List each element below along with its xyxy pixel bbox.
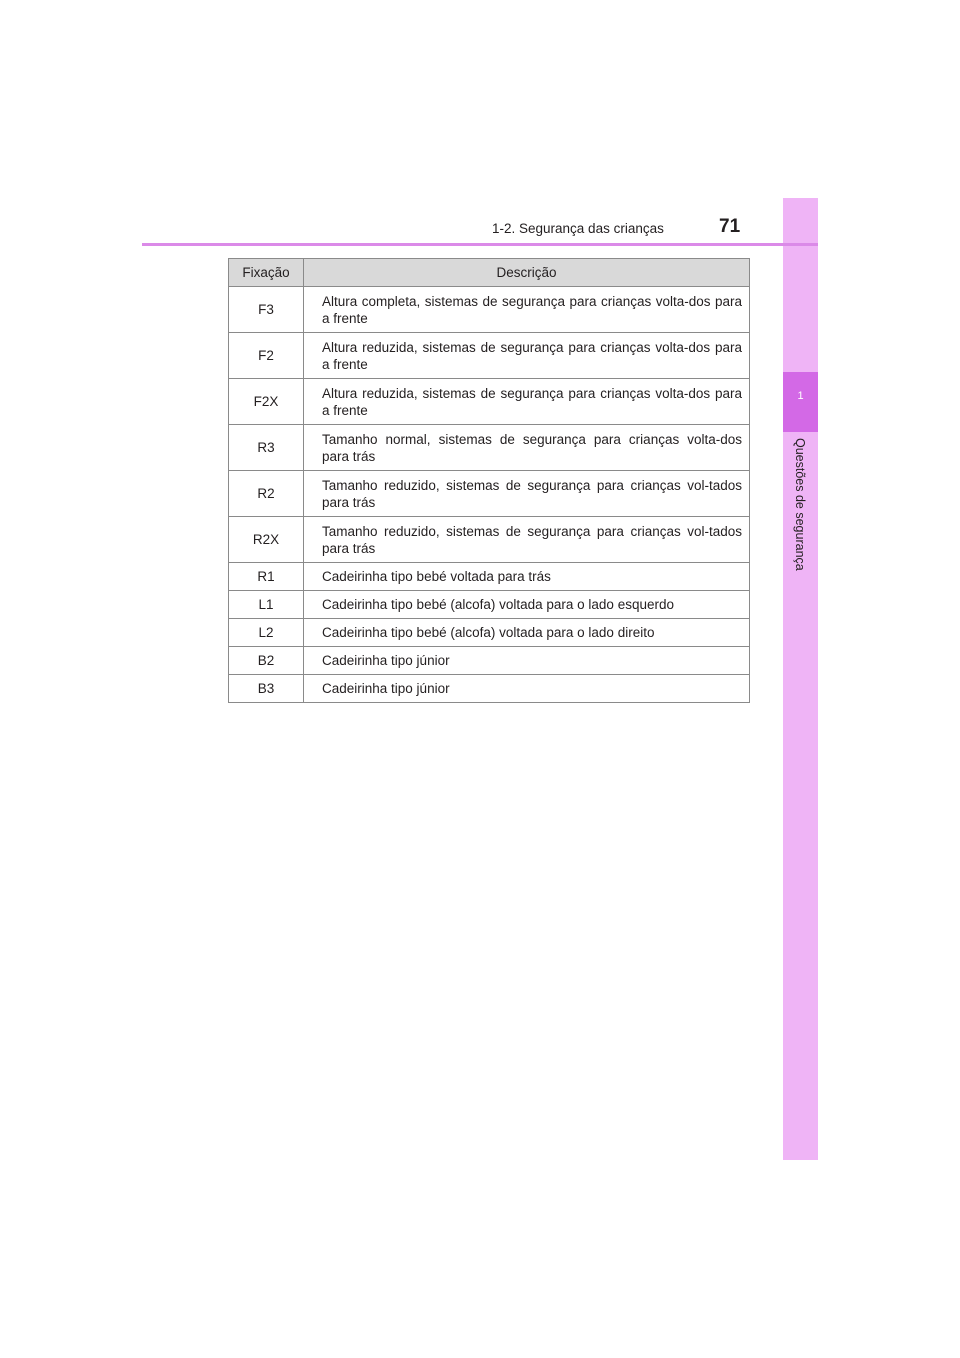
fixation-description: Altura reduzida, sistemas de segurança para crianças volta-dos para a frente: [304, 379, 750, 425]
fixation-code: B3: [229, 675, 304, 703]
chapter-indicator: [783, 372, 818, 432]
header-description: Descrição: [304, 259, 750, 287]
fixation-description: Tamanho reduzido, sistemas de segurança para crianças vol-tados para trás: [304, 517, 750, 563]
section-title: 1-2. Segurança das crianças: [492, 221, 664, 236]
table-row: [229, 675, 750, 703]
page-number: 71: [719, 216, 741, 237]
fixation-description: Cadeirinha tipo júnior: [304, 647, 750, 675]
table-row: [229, 333, 750, 379]
fixation-code: R2: [229, 471, 304, 517]
fixation-code: F2: [229, 333, 304, 379]
anchorage-table: [228, 258, 750, 703]
table-row: [229, 591, 750, 619]
fixation-description: Cadeirinha tipo bebé (alcofa) voltada para o lado direito: [304, 619, 750, 647]
fixation-code: F3: [229, 287, 304, 333]
fixation-code: R1: [229, 563, 304, 591]
table-header-row: [229, 259, 750, 287]
table-row: [229, 425, 750, 471]
header-divider: [142, 243, 818, 246]
fixation-code: R3: [229, 425, 304, 471]
fixation-code: R2X: [229, 517, 304, 563]
chapter-side-tab: [783, 198, 818, 1160]
table-row: [229, 563, 750, 591]
table-row: [229, 471, 750, 517]
fixation-description: Altura reduzida, sistemas de segurança para crianças volta-dos para a frente: [304, 333, 750, 379]
fixation-description: Cadeirinha tipo bebé voltada para trás: [304, 563, 750, 591]
chapter-number: 1: [797, 390, 804, 402]
table-row: [229, 287, 750, 333]
fixation-code: B2: [229, 647, 304, 675]
fixation-description: Cadeirinha tipo bebé (alcofa) voltada para o lado esquerdo: [304, 591, 750, 619]
fixation-description: Cadeirinha tipo júnior: [304, 675, 750, 703]
fixation-description: Tamanho reduzido, sistemas de segurança para crianças vol-tados para trás: [304, 471, 750, 517]
chapter-title: Questões de segurança: [793, 438, 807, 571]
fixation-code: L1: [229, 591, 304, 619]
table-row: [229, 647, 750, 675]
table-row: [229, 379, 750, 425]
fixation-description: Altura completa, sistemas de segurança para crianças volta-dos para a frente: [304, 287, 750, 333]
fixation-code: L2: [229, 619, 304, 647]
table-row: [229, 619, 750, 647]
table-row: [229, 517, 750, 563]
fixation-code: F2X: [229, 379, 304, 425]
header-fixation: Fixação: [229, 259, 304, 287]
fixation-description: Tamanho normal, sistemas de segurança para crianças volta-dos para trás: [304, 425, 750, 471]
